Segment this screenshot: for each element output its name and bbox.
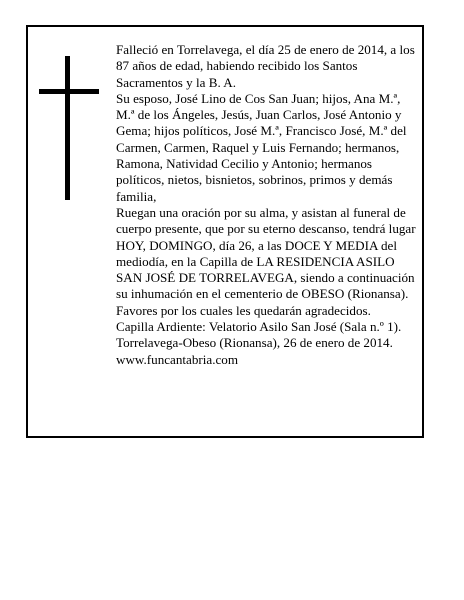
funeral-details: Ruegan una oración por su alma, y asistan al funeral de cuerpo presente, que por su eterno descanso, tendrá lugar HOY, DOMINGO, día 26, a las DOCE Y MEDIA del mediodía, en la Capilla de LA RESIDENCIA ASILO SAN JOSÉ DE TORRELAVEGA, siendo a continuación su inhumación en el cementerio de OBESO (Rionansa). xyxy=(116,204,416,302)
thanks-line: Favores por los cuales les quedarán agradecidos. xyxy=(116,302,371,318)
cross-horizontal-bar xyxy=(39,89,99,94)
cross-vertical-bar xyxy=(65,56,70,200)
death-announcement: Falleció en Torrelavega, el día 25 de enero de 2014, a los 87 años de edad, habiendo recibido los Santos Sacramentos y la B. A. xyxy=(116,42,415,90)
website-link[interactable]: www.funcantabria.com xyxy=(116,351,239,367)
cross-icon xyxy=(39,56,99,200)
obituary-text xyxy=(116,42,416,368)
place-date: Torrelavega-Obeso (Rionansa), 26 de enero de 2014. xyxy=(116,335,393,351)
family-list: Su esposo, José Lino de Cos San Juan; hijos, Ana M.ª, M.ª de los Ángeles, Jesús, Juan Carlos, José Antonio y Gema; hijos políticos, José M.ª, Francisco José, M.ª del Carmen, Carmen, Raquel y Luis Fernando; hermanos, Ramona, Natividad Cecilio y Antonio; hermanos políticos, nietos, bisnietos, sobrinos, primos y demás familia, xyxy=(116,90,407,204)
chapel-info: Capilla Ardiente: Velatorio Asilo San José (Sala n.º 1). xyxy=(116,319,402,335)
obituary-notice xyxy=(26,25,424,438)
